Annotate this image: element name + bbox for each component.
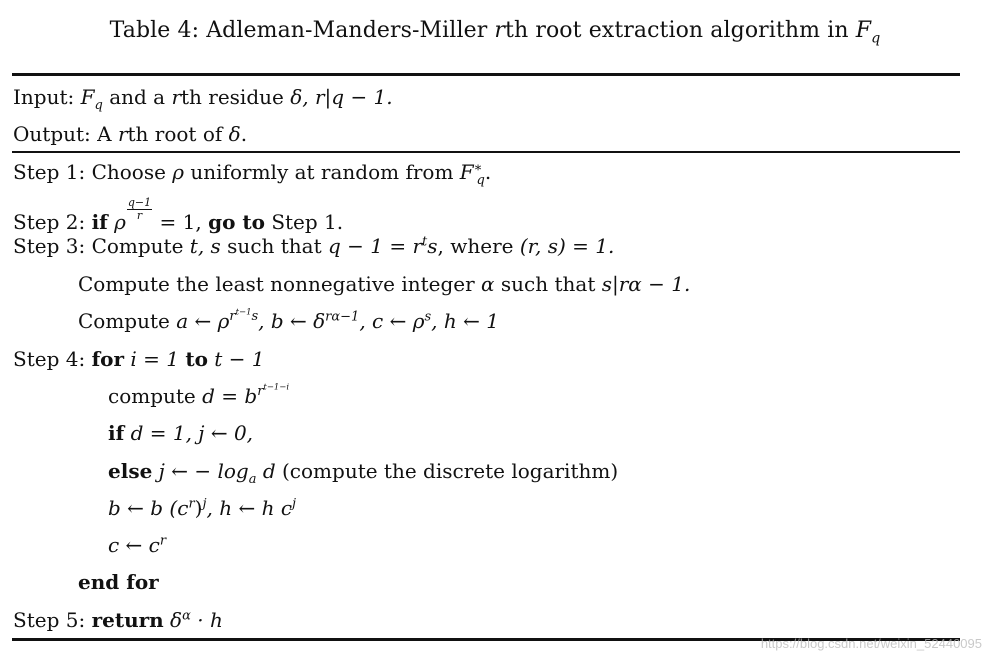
step3c-line — [78, 309, 499, 333]
mid-rule — [12, 151, 960, 153]
step1-text: Choose — [91, 160, 166, 184]
caption-q: q — [871, 30, 881, 47]
step4e-exp: r — [159, 533, 167, 549]
step4b-if: if — [108, 421, 125, 445]
input-q: q — [94, 98, 103, 113]
input-label: Input: — [13, 85, 75, 109]
watermark-text: https://blog.csdn.net/weixin_52440095 — [760, 636, 982, 651]
step4c-line — [108, 459, 619, 487]
input-F: F — [80, 85, 95, 109]
step3-gcd: (r, s) = 1. — [519, 234, 615, 258]
step5-return: return — [91, 608, 164, 632]
step2-rho: ρ — [114, 210, 126, 234]
step2-goto: go to — [208, 210, 265, 234]
step1-star: ∗ — [473, 160, 483, 176]
step1-F: F — [459, 160, 474, 184]
output-text1: A — [97, 122, 112, 146]
step2-exponent-fraction — [127, 197, 152, 222]
step4c-d: d — [262, 459, 276, 483]
step4d-text: b ← b (c — [108, 496, 189, 520]
step4d-exp-j2: j — [292, 496, 297, 512]
step3-s: s — [427, 234, 438, 258]
step4-range-end: t − 1 — [214, 347, 265, 371]
caption-F: F — [855, 18, 872, 43]
step2-if: if — [91, 210, 108, 234]
step4d-exp-j: j — [202, 496, 207, 512]
output-delta: δ — [228, 122, 241, 146]
step3b-alpha: α — [481, 272, 495, 296]
step3c-a-exponent — [229, 309, 258, 324]
step4c-else: else — [108, 459, 153, 483]
caption-r: r — [494, 18, 506, 43]
step4b-line — [108, 421, 253, 445]
step4c-log-base: a — [248, 472, 257, 487]
step3-vars: t, s — [189, 234, 221, 258]
step2-label: Step 2: — [13, 210, 86, 234]
step4c-text: j ← − log — [158, 459, 249, 483]
step3-t: t — [422, 234, 428, 250]
output-end: . — [240, 122, 248, 146]
step3c-text: Compute — [78, 309, 170, 333]
step2-target: Step 1. — [271, 210, 344, 234]
step4-line — [13, 347, 265, 371]
input-line — [13, 85, 393, 113]
step3c-h: , h ← 1 — [431, 309, 499, 333]
step4a-exponent — [257, 384, 289, 399]
step1-end: . — [484, 160, 492, 184]
step3c-c: , c ← ρ — [359, 309, 425, 333]
step3c-a-exp-s: s — [251, 309, 259, 325]
top-rule — [12, 73, 960, 76]
step3c-b-exponent: rα−1 — [325, 309, 360, 325]
step3-line — [13, 234, 614, 258]
step3b-text: Compute the least nonnegative integer — [78, 272, 475, 296]
step4e-line — [108, 533, 166, 557]
step4a-exp-t: t−1−i — [263, 382, 290, 393]
step3b-text2: such that — [500, 272, 596, 296]
step4-to: to — [185, 347, 208, 371]
step1-q: q — [476, 173, 485, 188]
step4d-exp-r: r — [188, 496, 195, 512]
step3-text: Compute — [91, 234, 184, 258]
step5-line — [13, 608, 223, 632]
caption-label: Table 4: — [109, 18, 200, 43]
input-condition: , r|q − 1. — [302, 85, 393, 109]
table-caption — [0, 18, 990, 47]
step1-text2: uniformly at random from — [190, 160, 454, 184]
step5-delta: δ — [170, 608, 183, 632]
step3c-a-exp-r: r — [229, 309, 236, 325]
output-label: Output: — [13, 122, 91, 146]
step1-rho: ρ — [172, 160, 185, 184]
output-r: r — [117, 122, 128, 146]
step4a-line — [108, 384, 289, 408]
output-text2: th root of — [127, 122, 223, 146]
step1-label: Step 1: — [13, 160, 86, 184]
step3-text3: , where — [437, 234, 514, 258]
step4a-d: d = b — [202, 384, 258, 408]
step2-equals: = 1, — [159, 210, 202, 234]
step3c-c-exponent: s — [424, 309, 432, 325]
step4d-line — [108, 496, 296, 520]
step4c-note: (compute the discrete logarithm) — [282, 459, 619, 483]
step3b-line — [78, 272, 690, 296]
step4d-text2: ) — [194, 496, 203, 520]
caption-th: th root extraction algorithm in — [505, 18, 849, 43]
step3c-b: , b ← δ — [258, 309, 326, 333]
step3b-condition: s|rα − 1. — [601, 272, 691, 296]
output-line — [13, 122, 247, 146]
step3c-a: a ← ρ — [176, 309, 230, 333]
step2-fraction-denominator: r — [136, 209, 143, 222]
step4-for: for — [91, 347, 125, 371]
step5-label: Step 5: — [13, 608, 86, 632]
caption-title: Adleman-Manders-Miller — [206, 18, 488, 43]
input-delta: δ — [290, 85, 303, 109]
step1-line — [13, 160, 492, 188]
step4b-text: d = 1, j ← 0, — [130, 421, 254, 445]
step2-line — [13, 197, 343, 234]
endfor-keyword: end for — [78, 570, 159, 594]
step3-equation: q − 1 = r — [328, 234, 423, 258]
step4d-text3: , h ← h c — [206, 496, 293, 520]
step5-h: · h — [197, 608, 223, 632]
step4-range-start: i = 1 — [130, 347, 179, 371]
input-text2: th residue — [181, 85, 284, 109]
step4e-text: c ← c — [108, 533, 160, 557]
step5-alpha: α — [182, 608, 191, 624]
step4a-exp-r: r — [257, 384, 264, 400]
endfor-line — [78, 570, 159, 594]
step2-fraction-numerator: q−1 — [127, 196, 152, 209]
step4a-text: compute — [108, 384, 196, 408]
step4-label: Step 4: — [13, 347, 86, 371]
step3-label: Step 3: — [13, 234, 86, 258]
step3-text2: such that — [227, 234, 322, 258]
input-r: r — [171, 85, 181, 109]
step3c-a-exp-t: t−1 — [235, 307, 252, 318]
input-text1: and a — [109, 85, 166, 109]
